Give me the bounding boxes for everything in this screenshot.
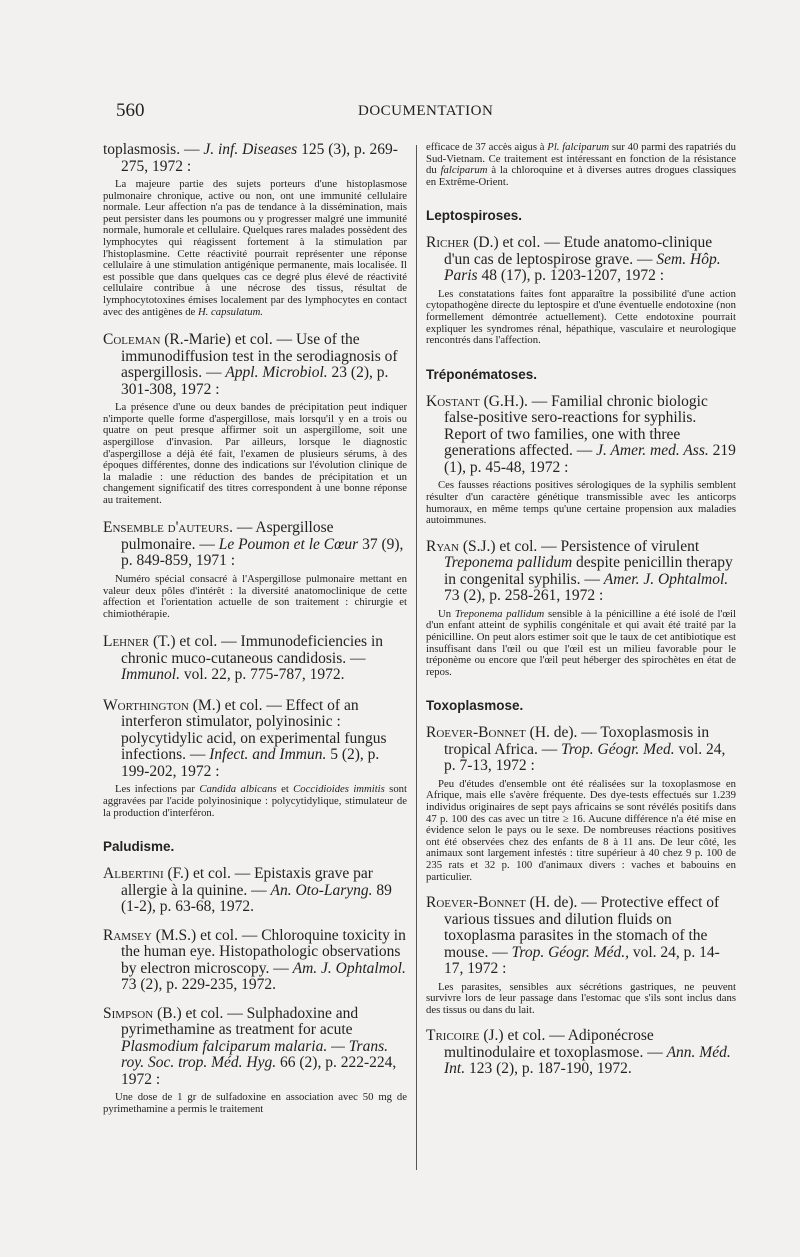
author-name: Ryan xyxy=(426,537,459,555)
abstract-part: falciparum xyxy=(440,164,488,177)
bibliography-entry xyxy=(103,634,407,684)
author-name: Ensemble d'auteurs. xyxy=(103,519,234,537)
citation-reference: vol. 24, p. 7-13, 1972 : xyxy=(444,740,726,775)
abstract xyxy=(426,982,736,1017)
citation-title: (M.S.) et col. — Chloroquine toxicity in the human eye. Histopathologic observations by electron microscopy. — xyxy=(121,926,406,977)
citation-reference: 66 (2), p. 222-224, 1972 : xyxy=(121,1054,397,1088)
author-name: Lehner xyxy=(103,633,150,651)
citation xyxy=(426,539,736,605)
author-name: Roever-Bonnet xyxy=(426,724,526,742)
abstract xyxy=(426,779,736,883)
bibliography-entry xyxy=(426,394,736,527)
citation-reference: 73 (2), p. 229-235, 1972. xyxy=(121,976,276,994)
citation-reference: 89 (1-2), p. 63-68, 1972. xyxy=(121,881,392,916)
citation-reference: 123 (2), p. 187-190, 1972. xyxy=(465,1060,632,1078)
abstract-text: Les parasites, sensibles aux sécrétions gastriques, ne peuvent survivre lors de leur passage dans l'estomac que s'ils sont inclus dans des tissus ou dans du lait. xyxy=(426,980,736,1016)
author-name: Simpson xyxy=(103,1004,154,1022)
citation-part: toplasmosis. — xyxy=(103,141,204,158)
author-name: Albertini xyxy=(103,865,164,883)
column-divider xyxy=(416,145,417,1170)
citation xyxy=(103,634,407,684)
citation-part: J. inf. Diseases xyxy=(203,141,298,158)
citation-title: (J.) et col. — Adiponécrose multinodulaire et toxoplasmose. — xyxy=(444,1027,667,1061)
abstract xyxy=(103,179,407,318)
bibliography-entry xyxy=(426,895,736,1016)
citation-reference: 5 (2), p. 199-202, 1972 : xyxy=(121,746,380,780)
citation-reference: vol. 22, p. 775-787, 1972. xyxy=(179,666,345,684)
abstract-text: La majeure partie des sujets porteurs d'une histoplasmose pulmonaire chronique, active ou non, ont une immunité cellulaire normale. Leur affection n'a pas de tendance à la dissémination, mais peut persister dans les poumons ou y progresser malgré une immunité normale, humorale et cellulaire. Quelques rares malades possèdent des lymphocytes qui réagissent fortement à la stimulation par l'histoplasmine. Cette réactivité pourrait représenter une réponse cellulaire à une stimulation antigénique permanente, mais localisée. Il est possible que dans quelques cas ce degré plus élevé de réactivité cellulaire contribue à une nécrose des tissus, résultat de lymphocytotoxines émises localement par des lymphocytes en contact avec des antigènes de xyxy=(103,178,407,318)
abstract xyxy=(103,784,407,819)
abstract xyxy=(426,609,736,679)
bibliography-entry xyxy=(103,698,407,819)
abstract xyxy=(426,142,736,188)
citation-reference: 219 (1), p. 45-48, 1972 : xyxy=(444,442,736,476)
abstract-text: Numéro spécial consacré à l'Aspergillose pulmonaire mettant en valeur deux pôles d'intérêt : la diversité anatomoclinique de cette affection et l'orientation actuelle de son traitement : chirurgie et chimiothérapie. xyxy=(103,572,407,620)
citation xyxy=(426,1028,736,1078)
abstract xyxy=(426,480,736,526)
abstract-part: efficace de 37 accès aigus à xyxy=(426,141,548,153)
abstract xyxy=(103,1092,407,1115)
journal-name: Ann. Méd. Int. xyxy=(444,1043,731,1078)
citation xyxy=(103,520,407,570)
abstract-part: sur 40 parmi des rapatriés du Sud-Vietnam. Ce traitement est intéressant en fonction de la résistance du xyxy=(426,141,736,177)
abstract-part: Treponema pallidum xyxy=(454,607,545,620)
citation-title: (G.H.). — Familial chronic biologic false-positive sero-reactions for syphilis. Report of two families, one with three generations affected. — xyxy=(444,392,708,460)
author-name: Worthington xyxy=(103,696,189,714)
section-heading: Paludisme. xyxy=(103,839,175,855)
abstract-part: sont aggravées par l'acide polyinosinique : polycytidylique, stimulateur de la production d'interféron. xyxy=(103,783,407,819)
citation-title: (B.) et col. — Sulphadoxine and pyrimethamine as treatment for acute xyxy=(121,1004,359,1039)
journal-name: J. Amer. med. Ass. xyxy=(596,442,709,460)
right-column xyxy=(426,142,736,1078)
running-title: DOCUMENTATION xyxy=(358,103,494,119)
bibliography-entry xyxy=(103,928,407,994)
citation-reference: 23 (2), p. 301-308, 1972 : xyxy=(121,364,389,398)
citation xyxy=(426,235,736,285)
citation-title: (F.) et col. — Epistaxis grave par allergie à la quinine. — xyxy=(121,865,373,899)
citation xyxy=(103,698,407,781)
bibliography-entry xyxy=(426,1028,736,1078)
journal-name: Infect. and Immun. xyxy=(209,746,327,764)
citation-title: — Aspergillose pulmonaire. — xyxy=(121,519,334,553)
abstract-part: Un xyxy=(438,607,455,620)
citation-title: (T.) et col. — Immunodeficiencies in chronic muco-cutaneous candidosis. — xyxy=(121,633,383,667)
bibliography-entry xyxy=(426,725,736,883)
citation xyxy=(103,866,407,916)
abstract-part: à la chloroquine et à diverses autres drogues classiques en Extrême-Orient. xyxy=(426,164,737,188)
journal-name: Plasmodium falciparum malaria. — Trans. roy. Soc. trop. Méd. Hyg. xyxy=(121,1037,388,1072)
abstract-part: Les infections par xyxy=(115,783,200,796)
bibliography-entry xyxy=(426,235,736,346)
journal-name: Sem. Hôp. Paris xyxy=(444,250,721,285)
author-name: Kostant xyxy=(426,392,480,410)
bibliography-entry xyxy=(426,539,736,679)
author-name: Tricoire xyxy=(426,1027,480,1045)
citation-title: (D.) et col. — Etude anatomo-clinique d'un cas de leptospirose grave. — xyxy=(444,234,713,268)
journal-name: Treponema pallidum xyxy=(444,554,573,572)
journal-name: Am. J. Ophtalmol. xyxy=(292,959,406,977)
citation xyxy=(103,1006,407,1089)
journal-name: Amer. J. Ophtalmol. xyxy=(603,570,729,588)
abstract-text: Une dose de 1 gr de sulfadoxine en association avec 50 mg de pyrimethamine a permis le traitement xyxy=(103,1091,407,1115)
citation-reference: despite penicillin therapy in congenital syphilis. — xyxy=(444,554,733,588)
abstract-part: Pl. falciparum xyxy=(547,141,610,153)
journal-name: Trop. Géogr. Med. xyxy=(561,740,675,758)
bibliography-entry xyxy=(103,866,407,916)
journal-name: Appl. Microbiol. xyxy=(225,364,328,382)
journal-name: Trop. Géogr. Méd., xyxy=(511,943,629,961)
abstract-part: Coccidioides immitis xyxy=(293,783,385,796)
page-number: 560 xyxy=(116,100,145,121)
citation-reference: 73 (2), p. 258-261, 1972 : xyxy=(444,587,604,605)
abstract-part: et xyxy=(276,783,294,796)
citation-reference: vol. 24, p. 14-17, 1972 : xyxy=(444,943,720,978)
author-name: Roever-Bonnet xyxy=(426,894,526,912)
citation xyxy=(103,332,407,398)
citation-part: 125 (3), p. 269-275, 1972 : xyxy=(121,141,398,175)
section-heading: Tréponématoses. xyxy=(426,366,538,382)
abstract xyxy=(103,574,407,620)
journal-name: Le Poumon et le Cœur xyxy=(218,535,359,553)
author-name: Ramsey xyxy=(103,926,152,944)
citation-title: (M.) et col. — Effect of an interferon stimulator, polyinosinic : polycytidylic acid, on experimental fungus infections. — xyxy=(121,696,387,764)
section-heading: Toxoplasmose. xyxy=(426,698,524,714)
citation xyxy=(426,394,736,477)
journal-name: An. Oto-Laryng. xyxy=(270,881,373,899)
abstract-part: sensible à la pénicilline a été isolé de l'œil d'un enfant atteint de syphilis congénitale et qui avait été traité par la pénicilline. On peut alors estimer soit que le taux de cet antibiotique est insuffisant dans l'œil ou que l'œil est un milieu favorable pour le tréponème ou encore que l'œil peut héberger des spirochètes en état de repos. xyxy=(426,607,736,678)
bibliography-entry xyxy=(103,520,407,620)
author-name: Coleman xyxy=(103,331,161,349)
bibliography-entry xyxy=(103,332,407,506)
journal-name: Immunol. xyxy=(121,666,180,684)
citation xyxy=(426,725,736,775)
bibliography-entry xyxy=(426,142,736,188)
bibliography-entry xyxy=(103,1006,407,1116)
abstract xyxy=(103,402,407,506)
abstract-text: Ces fausses réactions positives sérologiques de la syphilis semblent résulter d'un caractère génétique transmissible avec les anticorps humoraux, en même temps qu'une certaine propension aux maladies autoimmunes. xyxy=(426,479,736,527)
citation-title: (S.J.) et col. — Persistence of virulent xyxy=(458,537,700,555)
abstract-text: La présence d'une ou deux bandes de précipitation peut indiquer n'importe quelle forme d'aspergillose, mais lorsqu'il y en a trois ou quatre on peut presque affirmer soit un aspergillome, soit une aspergillose d'invasion. Par ailleurs, lorsque le diagnostic d'aspergillose a déjà été fait, l'examen de plusieurs sérums, à des époques différentes, donne des indications sur l'évolution clinique de la maladie : une réduction des bandes de précipitation et un changement significatif des titres correspondent à une bonne réponse au traitement. xyxy=(103,401,407,506)
citation-title: (H. de). — Toxoplasmosis in tropical Africa. — xyxy=(444,724,710,758)
abstract xyxy=(426,289,736,347)
section-heading: Leptospiroses. xyxy=(426,208,523,224)
citation-reference: 37 (9), p. 849-859, 1971 : xyxy=(121,535,404,570)
citation-reference: 48 (17), p. 1203-1207, 1972 : xyxy=(477,267,665,285)
abstract-text: Peu d'études d'ensemble ont été réalisées sur la toxoplasmose en Afrique, mais elle s'avère fréquente. Des dye-tests effectués sur 1.239 individus originaires de sept pays africains se sont révélés positifs dans 47 p. 100 des cas avec un titre ≥ 16. Aucune différence n'a été mise en évidence selon le pays ou le sexe. De nombreuses réactions positives ont été observées chez des enfants de 8 à 11 ans. De leur côté, les animaux sont largement infestés : titre supérieur à 40 chez 9 p. 100 de 235 rats et 32 p. 100 d'animaux divers : vaches et babouins en particulier. xyxy=(426,777,736,883)
bibliography-entry xyxy=(103,142,407,318)
citation-title: (H. de). — Protective effect of various tissues and dilution fluids on toxoplasma parasites in the stomach of the mouse. — xyxy=(444,894,720,961)
citation xyxy=(426,895,736,978)
author-name: Richer xyxy=(426,234,470,252)
left-column xyxy=(103,142,407,1115)
citation-title: (R.-Marie) et col. — Use of the immunodiffusion test in the serodiagnosis of aspergillosis. — xyxy=(121,331,398,382)
abstract-part: Candida albicans xyxy=(199,783,277,796)
citation xyxy=(103,142,407,175)
citation xyxy=(103,928,407,994)
abstract-part: H. capsulatum. xyxy=(197,305,263,318)
abstract-text: Les constatations faites font apparaître la possibilité d'une action cytopathogène directe du leptospire et d'une éventuelle endotoxine (non formellement démontrée actuellement). Cette endotoxine pourrait expliquer les syndromes rénal, hépathique, vasculaire et neurologique rencontrés dans l'affection. xyxy=(426,287,736,347)
